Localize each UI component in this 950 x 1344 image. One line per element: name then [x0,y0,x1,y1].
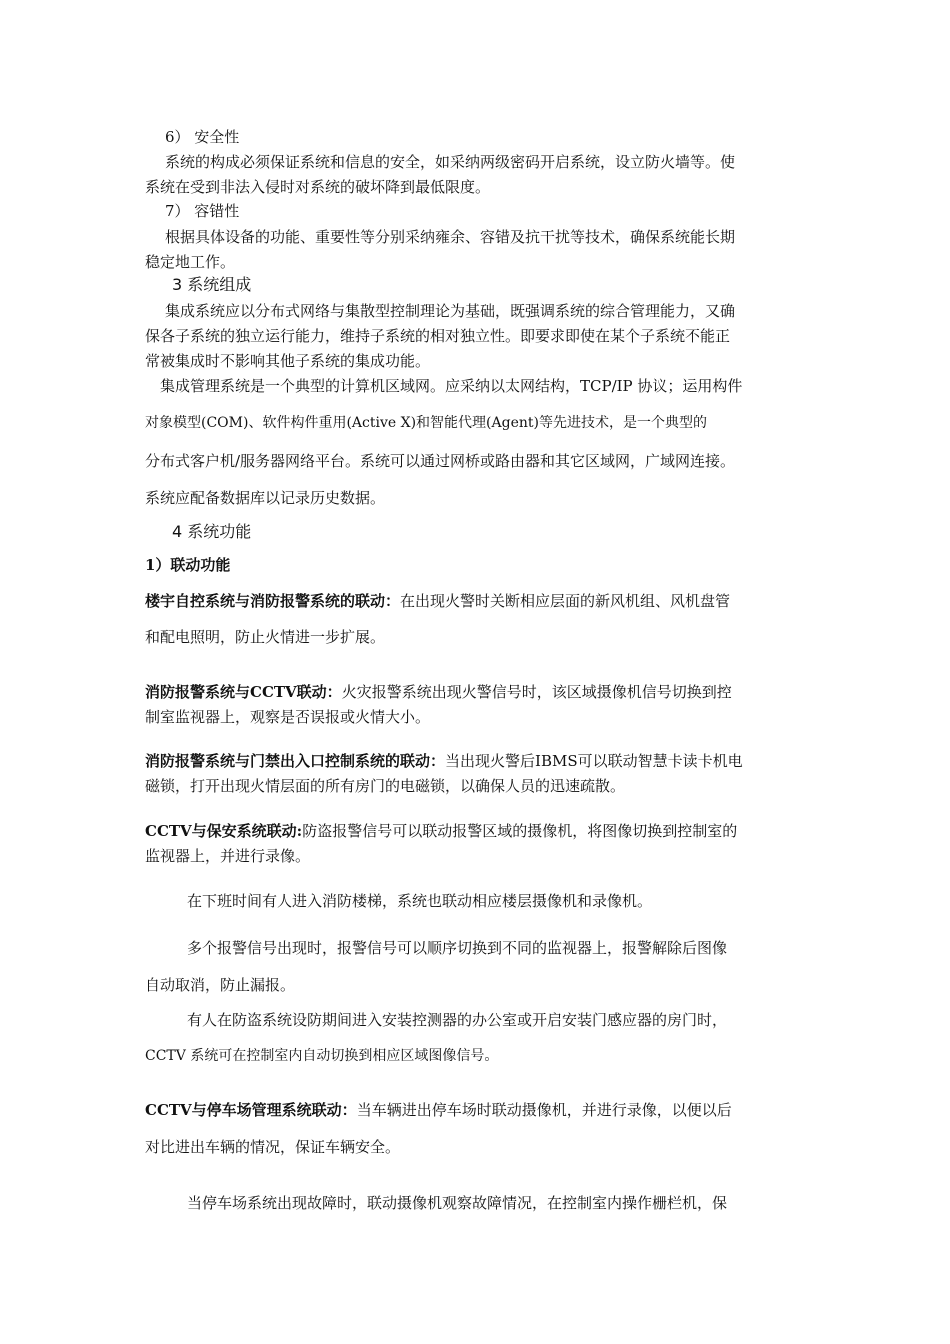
paragraph-line: 监视器上，并进行录像。 [145,847,311,865]
paragraph-line: 稳定地工作。 [145,253,236,271]
linkage-item-label: CCTV与停车场管理系统联动： [145,1101,357,1119]
linkage-item-text: 当车辆进出停车场时联动摄像机，并进行录像，以便以后 [356,1101,732,1119]
linkage-item [145,1099,732,1121]
paragraph-line: 当停车场系统出现故障时，联动摄像机观察故障情况，在控制室内操作栅栏机，保 [187,1194,728,1212]
paragraph-line: 多个报警信号出现时，报警信号可以顺序切换到不同的监视器上，报警解除后图像 [187,939,728,957]
paragraph-line: 对象模型(COM)、软件构件重用(Active X)和智能代理(Agent)等先进技术，是一个典型的 [145,415,707,431]
section-4-heading: 4 系统功能 [172,522,252,541]
paragraph-line: 分布式客户机/服务器网络平台。系统可以通过网桥或路由器和其它区域网，广域网连接。 [145,452,736,470]
linkage-item-label: 楼宇自控系统与消防报警系统的联动： [145,592,401,610]
paragraph-line: 对比进出车辆的情况，保证车辆安全。 [145,1138,401,1156]
section-6-title: 6） 安全性 [165,128,240,146]
subsection-1-title: 1）联动功能 [145,556,231,574]
paragraph-line: 集成系统应以分布式网络与集散型控制理论为基础，既强调系统的综合管理能力，又确 [165,302,736,320]
paragraph-line: 根据具体设备的功能、重要性等分别采纳雍余、容错及抗干扰等技术，确保系统能长期 [165,228,736,246]
linkage-item [145,750,743,772]
linkage-item-text: 防盗报警信号可以联动报警区域的摄像机，将图像切换到控制室的 [302,822,738,840]
paragraph-line: 系统在受到非法入侵时对系统的破坏降到最低限度。 [145,178,491,196]
paragraph-line: 和配电照明，防止火情进一步扩展。 [145,628,386,646]
linkage-item-text: 在出现火警时关断相应层面的新风机组、风机盘管 [400,592,731,610]
paragraph-line: 磁锁，打开出现火情层面的所有房门的电磁锁，以确保人员的迅速疏散。 [145,777,626,795]
linkage-item-text: 当出现火警后IBMS可以联动智慧卡读卡机电 [445,752,743,770]
paragraph-line: 保各子系统的独立运行能力，维持子系统的相对独立性。即要求即使在某个子系统不能正 [145,327,731,345]
linkage-item [145,681,732,703]
linkage-item [145,590,730,612]
paragraph-line: CCTV 系统可在控制室内自动切换到相应区域图像信号。 [145,1048,499,1064]
paragraph-line: 自动取消，防止漏报。 [145,976,296,994]
section-7-title: 7） 容错性 [165,202,240,220]
linkage-item-label: 消防报警系统与CCTV联动： [145,683,342,701]
linkage-item [145,820,737,842]
paragraph-line: 常被集成时不影响其他子系统的集成功能。 [145,352,431,370]
linkage-item-text: 火灾报警系统出现火警信号时，该区域摄像机信号切换到控 [341,683,732,701]
paragraph-line: 有人在防盗系统设防期间进入安装控测器的办公室或开启安装门感应器的房门时， [187,1011,728,1029]
paragraph-line: 系统的构成必须保证系统和信息的安全，如采纳两级密码开启系统，设立防火墙等。使 [165,153,736,171]
section-3-heading: 3 系统组成 [172,275,252,294]
paragraph-line: 集成管理系统是一个典型的计算机区域网。应采纳以太网结构，TCP/IP 协议；运用构件 [160,377,743,395]
paragraph-line: 在下班时间有人进入消防楼梯，系统也联动相应楼层摄像机和录像机。 [187,892,653,910]
paragraph-line: 系统应配备数据库以记录历史数据。 [145,489,386,507]
paragraph-line: 制室监视器上，观察是否误报或火情大小。 [145,708,431,726]
linkage-item-label: 消防报警系统与门禁出入口控制系统的联动： [145,752,446,770]
linkage-item-label: CCTV与保安系统联动: [145,822,303,840]
